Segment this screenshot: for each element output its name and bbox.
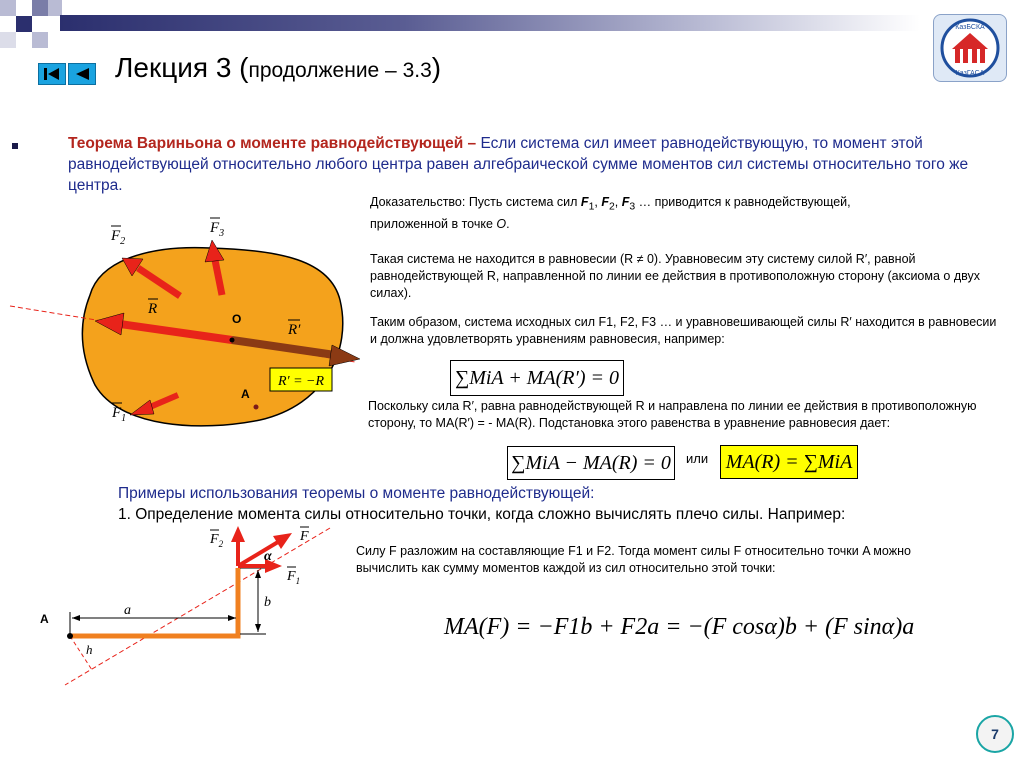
nav-first-button[interactable]: [38, 63, 66, 85]
formula-equilibrium: ∑MiA + MA(R′) = 0: [450, 360, 624, 396]
formula-varignon: MA(R) = ∑MiA: [720, 445, 858, 479]
svg-text:F1: $F_1$: [112, 405, 127, 424]
svg-text:КазБСКА: КазБСКА: [955, 24, 985, 31]
play-back-icon: [69, 64, 95, 84]
examples-heading: Примеры использования теоремы о моменте равнодействующей:: [118, 485, 595, 502]
corner-square: [16, 16, 32, 32]
corner-square: [0, 0, 16, 16]
moment-formula: MA(F) = −F1b + F2a = −(F cosα)b + (F sinα)a: [444, 614, 915, 640]
svg-text:F2: $F_2$: [210, 532, 224, 549]
proof-paragraph-2: Такая система не находится в равновесии (R ≠ 0). Уравновесим эту систему силой R′, равной равнодействующей R, направленной по линии ее действия в противоположную сторону (аксиома о двух силах).: [370, 252, 980, 300]
svg-text:R: R: [148, 301, 158, 317]
page-number-badge: 7: [976, 715, 1014, 753]
svg-text:h: h: [86, 642, 93, 657]
svg-text:КазГАСА: КазГАСА: [955, 70, 985, 77]
skip-back-icon: [39, 64, 65, 84]
university-logo: [933, 14, 1007, 82]
page-title: Лекция 3 (продолжение – 3.3): [115, 52, 442, 83]
svg-text:a: a: [124, 603, 131, 618]
bullet: [12, 143, 18, 149]
header-bar: [60, 15, 920, 31]
corner-square: [32, 0, 48, 16]
or-label: или: [686, 451, 709, 466]
figure-bracket-force: [0, 520, 340, 695]
svg-text:O: O: [232, 312, 242, 326]
nav-prev-button[interactable]: [68, 63, 96, 85]
svg-text:b: b: [264, 595, 271, 610]
svg-text:F3: $F_3$: [210, 220, 225, 239]
corner-square: [48, 0, 62, 16]
corner-square: [0, 32, 16, 48]
svg-text:α: α: [264, 549, 272, 564]
svg-text:F1: $F_1$: [287, 569, 301, 586]
figure-body-forces: [0, 210, 370, 440]
svg-text:R′ = −R: R′ = −R: [277, 374, 325, 389]
proof-paragraph-1: Доказательство: Пусть система сил $F_1$, $F_2$, $F_3$ … приводится к равнодействующей, приложенной в точке O.: [370, 195, 851, 231]
svg-text:A: A: [40, 612, 49, 626]
svg-text:F: F: [300, 529, 309, 544]
svg-text:R′: R′: [288, 322, 301, 338]
proof-paragraph-4: Поскольку сила R′, равна равнодействующей R и направлена по линии ее действия в противоположную сторону, то MA(R′) = - MA(R). Подстановка этого равенства в уравнение равновесия дает:: [368, 399, 977, 430]
theorem-text: Теорема Вариньона о моменте равнодействующей – Если система сил имеет равнодействующую, то момент этой равнодействующей относительно любого центра равен алгебраической сумме моментов сил системы относительно того же центра.: [68, 135, 969, 194]
svg-text:A: A: [241, 387, 250, 401]
svg-text:F2: $F_2$: [111, 228, 126, 247]
decomposition-text: Силу F разложим на составляющие F1 и F2. Тогда момент силы F относительно точки A можно вычислить как сумму моментов каждой из сил относительно этой точки:: [356, 544, 911, 575]
corner-square: [32, 32, 48, 48]
example-1: 1. Определение момента силы относительно точки, когда сложно вычислять плечо силы. Например:: [118, 506, 846, 523]
proof-paragraph-3: Таким образом, система исходных сил F1, F2, F3 … и уравновешивающей силы R′ находится в равновесии и должна удовлетворять уравнениям равновесия, например:: [370, 315, 997, 346]
formula-substituted: ∑MiA − MA(R) = 0: [507, 446, 675, 480]
